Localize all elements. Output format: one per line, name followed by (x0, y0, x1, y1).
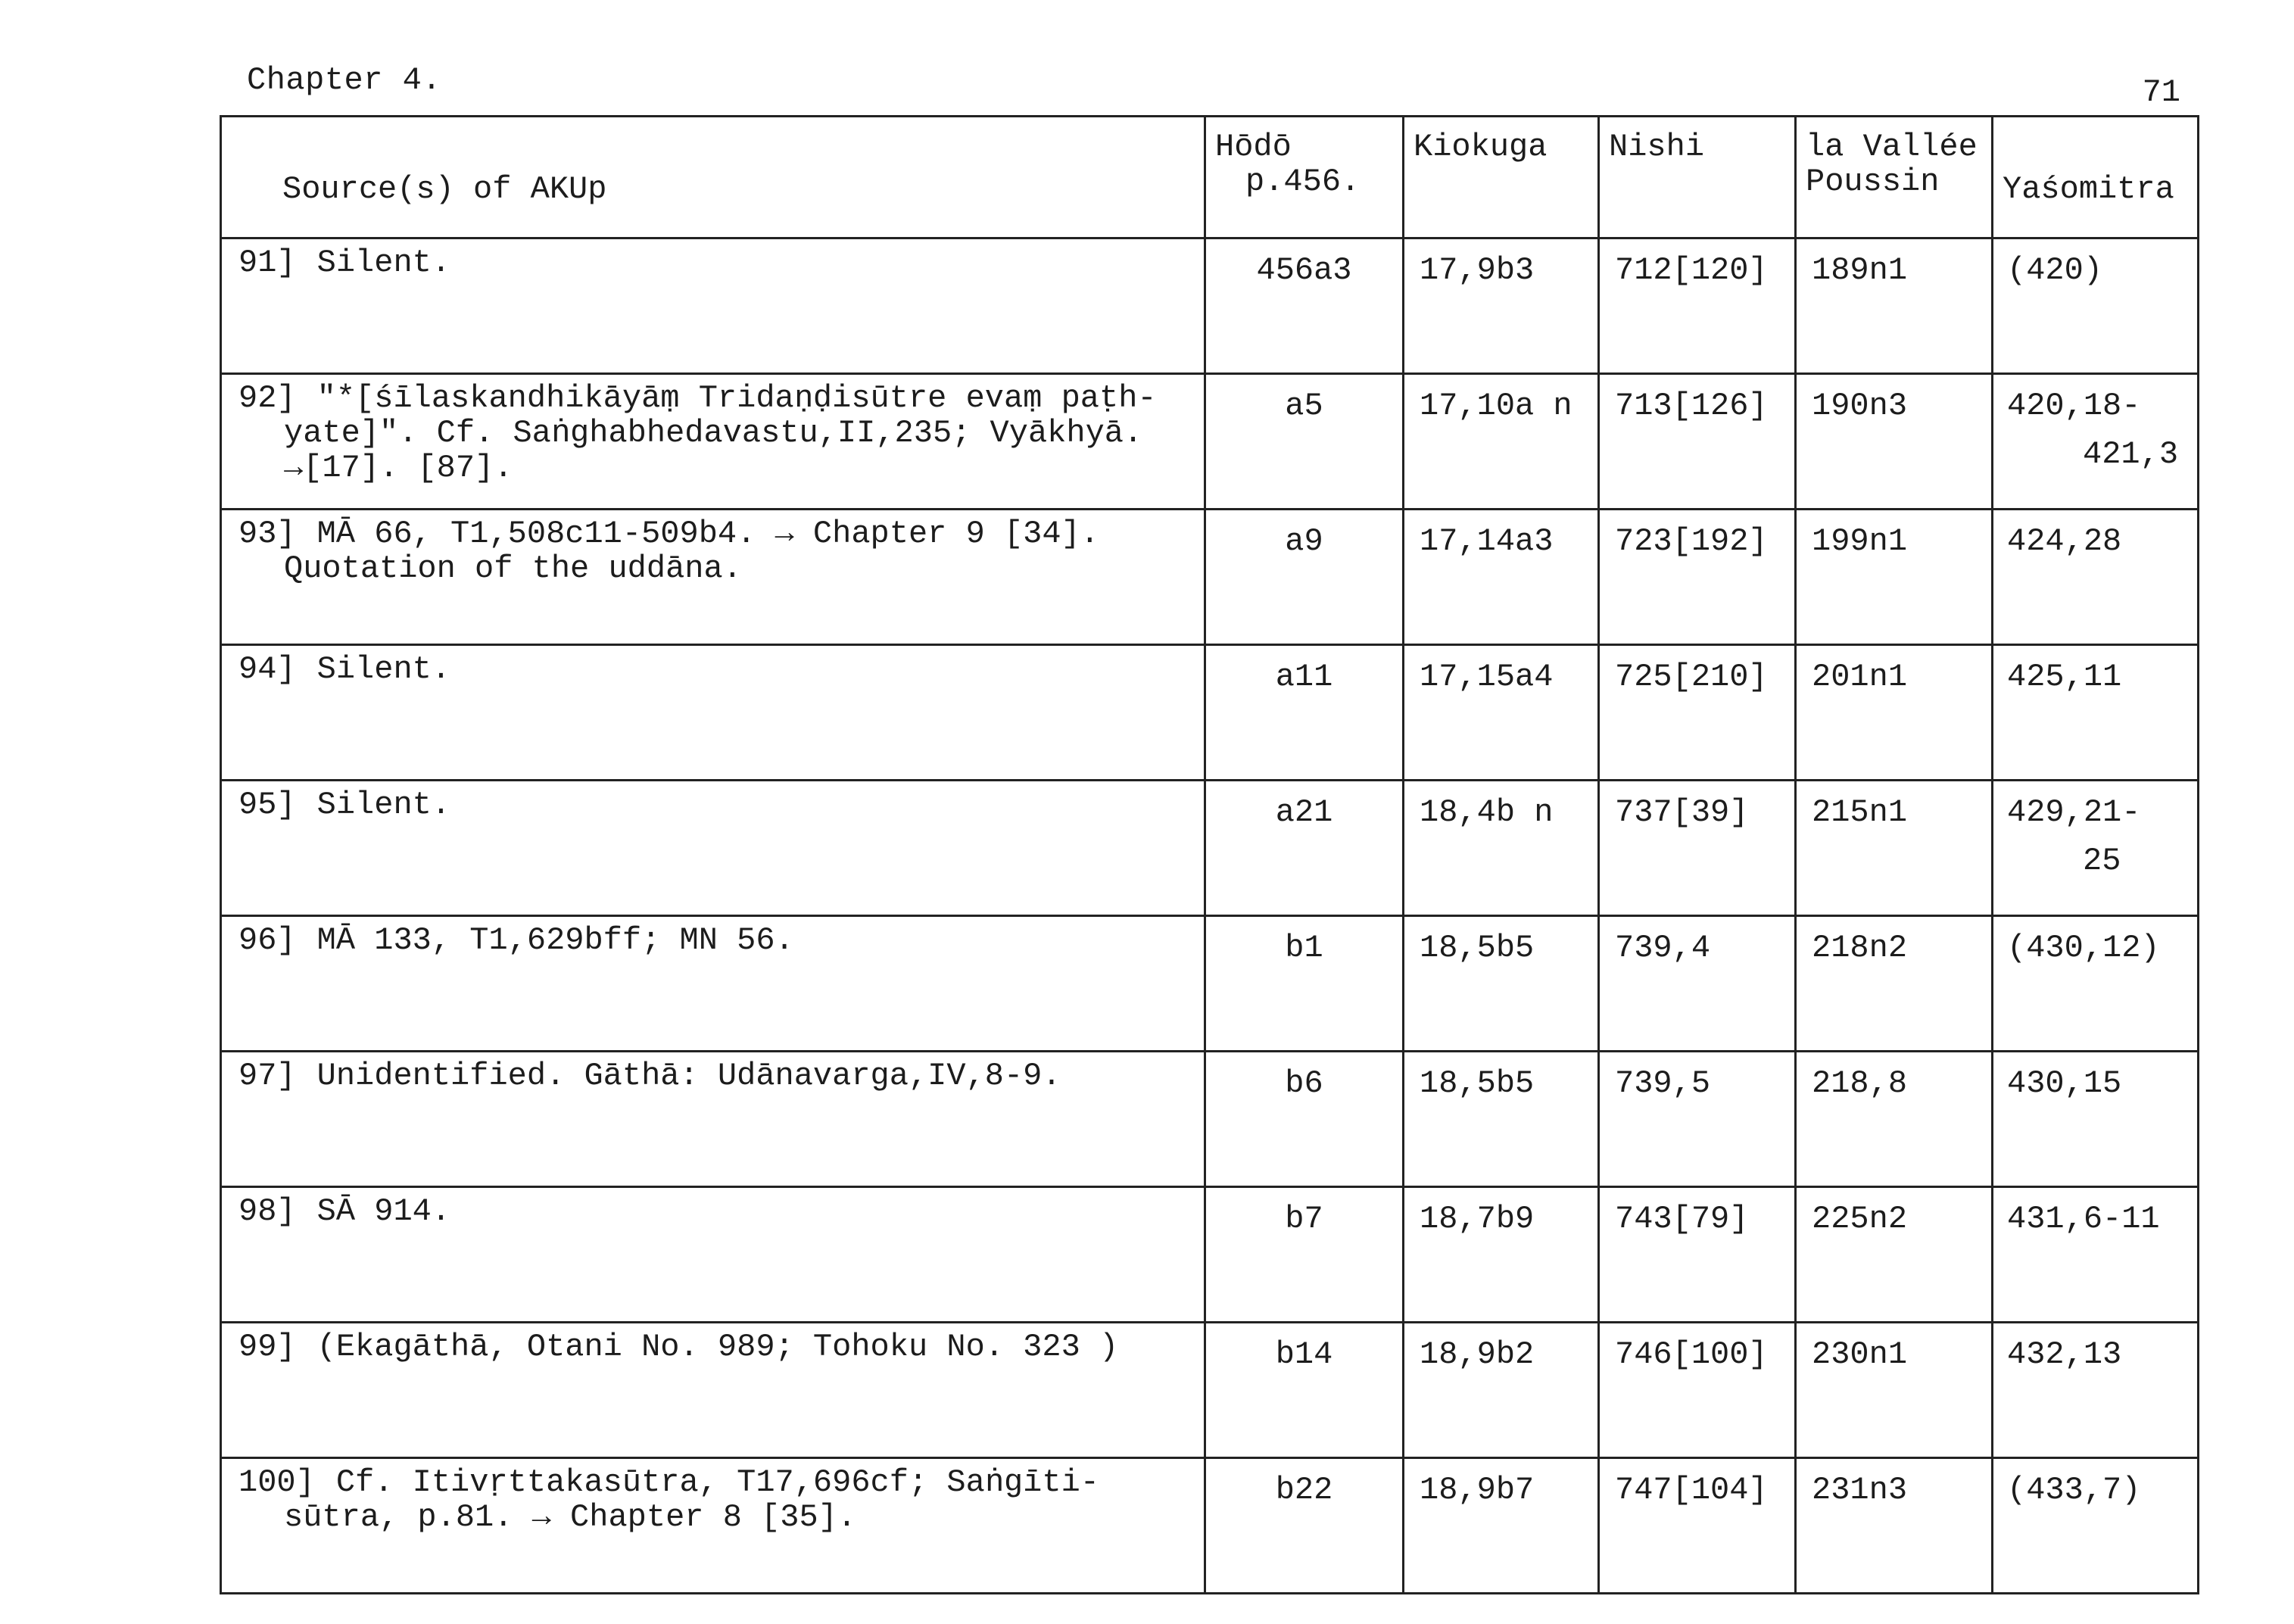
source-text-line2: sūtra, p.81. → Chapter 8 [35]. (284, 1499, 857, 1535)
entry-number: 94] (238, 651, 296, 687)
yasomitra-line1: (420) (2007, 252, 2103, 288)
yasomitra-cell (1993, 1458, 2199, 1594)
column-header-yasomitra: Yaśomitra (1993, 117, 2199, 238)
nishi-cell: 713[126] (1599, 374, 1796, 510)
yasomitra-cell (1993, 1187, 2199, 1323)
yasomitra-line1: 425,11 (2007, 659, 2122, 695)
source-cell (221, 374, 1205, 510)
kiokuga-cell: 18,9b7 (1404, 1458, 1599, 1594)
source-text-line3: →[17]. [87]. (284, 450, 513, 486)
source-text-line1: MĀ 133, T1,629bff; MN 56. (316, 922, 794, 959)
source-text-line1: "*[śīlaskandhikāyāṃ Tridaṇḍisūtre evaṃ paṭh- (316, 380, 1157, 416)
source-text-line1: Silent. (316, 245, 451, 281)
column-header-hodo-title: Hōdō (1215, 129, 1292, 165)
yasomitra-line1: 420,18- (2007, 388, 2141, 424)
yasomitra-cell (1993, 781, 2199, 916)
yasomitra-cell (1993, 916, 2199, 1052)
la-vallee-poussin-cell: 230n1 (1796, 1323, 1993, 1458)
hodo-cell: a5 (1205, 374, 1404, 510)
la-vallee-poussin-cell: 218,8 (1796, 1052, 1993, 1187)
la-vallee-poussin-cell: 189n1 (1796, 238, 1993, 374)
yasomitra-line2 (2007, 965, 2188, 979)
entry-number: 91] (238, 245, 296, 281)
hodo-cell: b7 (1205, 1187, 1404, 1323)
yasomitra-cell (1993, 645, 2199, 781)
kiokuga-cell: 18,7b9 (1404, 1187, 1599, 1323)
chapter-heading: Chapter 4. (247, 62, 442, 98)
kiokuga-cell: 17,15a4 (1404, 645, 1599, 781)
yasomitra-line2 (2007, 288, 2188, 301)
nishi-cell: 739,5 (1599, 1052, 1796, 1187)
source-cell (221, 781, 1205, 916)
source-cell (221, 238, 1205, 374)
yasomitra-line1: (433,7) (2007, 1472, 2141, 1508)
hodo-cell: b14 (1205, 1323, 1404, 1458)
hodo-cell: b1 (1205, 916, 1404, 1052)
column-header-lavallee-line2: Poussin (1806, 164, 1940, 200)
source-cell (221, 510, 1205, 645)
entry-number: 98] (238, 1193, 296, 1230)
yasomitra-cell (1993, 1052, 2199, 1187)
entry-number: 95] (238, 787, 296, 823)
yasomitra-line2 (2007, 1372, 2188, 1386)
source-text-line2: Quotation of the uddāna. (284, 550, 742, 587)
table-row (221, 1052, 2199, 1187)
yasomitra-line2 (2007, 1236, 2188, 1250)
nishi-cell: 725[210] (1599, 645, 1796, 781)
source-cell (221, 1052, 1205, 1187)
column-header-la-vallee-poussin (1796, 117, 1993, 238)
table-row (221, 916, 2199, 1052)
table-row (221, 781, 2199, 916)
column-header-kiokuga: Kiokuga (1404, 117, 1599, 238)
source-cell (221, 645, 1205, 781)
table-row (221, 374, 2199, 510)
yasomitra-line1: 430,15 (2007, 1065, 2122, 1102)
yasomitra-cell (1993, 510, 2199, 645)
yasomitra-line1: 431,6-11 (2007, 1201, 2160, 1237)
table-row (221, 1323, 2199, 1458)
nishi-cell: 739,4 (1599, 916, 1796, 1052)
yasomitra-line2 (2007, 694, 2188, 708)
yasomitra-cell (1993, 238, 2199, 374)
column-header-hodo (1205, 117, 1404, 238)
source-text-line1: Unidentified. Gāthā: Udānavarga,IV,8-9. (316, 1058, 1061, 1094)
nishi-cell: 737[39] (1599, 781, 1796, 916)
yasomitra-line1: 424,28 (2007, 523, 2122, 560)
nishi-cell: 743[79] (1599, 1187, 1796, 1323)
la-vallee-poussin-cell: 215n1 (1796, 781, 1993, 916)
source-text-line1: MĀ 66, T1,508c11-509b4. → Chapter 9 [34]. (316, 516, 1099, 552)
column-header-nishi: Nishi (1599, 117, 1796, 238)
yasomitra-line1: (430,12) (2007, 930, 2160, 966)
kiokuga-cell: 18,9b2 (1404, 1323, 1599, 1458)
source-cell (221, 1458, 1205, 1594)
yasomitra-cell (1993, 1323, 2199, 1458)
yasomitra-line2 (2007, 559, 2188, 572)
source-text-line1: Silent. (316, 787, 451, 823)
nishi-cell: 747[104] (1599, 1458, 1796, 1594)
column-header-lavallee-line1: la Vallée (1806, 129, 1978, 165)
source-cell (221, 1187, 1205, 1323)
la-vallee-poussin-cell: 199n1 (1796, 510, 1993, 645)
entry-number: 99] (238, 1329, 296, 1365)
entry-number: 97] (238, 1058, 296, 1094)
la-vallee-poussin-cell: 218n2 (1796, 916, 1993, 1052)
la-vallee-poussin-cell: 190n3 (1796, 374, 1993, 510)
table-row (221, 238, 2199, 374)
hodo-cell: a21 (1205, 781, 1404, 916)
kiokuga-cell: 18,5b5 (1404, 1052, 1599, 1187)
yasomitra-line2 (2007, 1507, 2188, 1521)
source-text-line1: SĀ 914. (316, 1193, 451, 1230)
hodo-cell: b22 (1205, 1458, 1404, 1594)
la-vallee-poussin-cell: 231n3 (1796, 1458, 1993, 1594)
nishi-cell: 746[100] (1599, 1323, 1796, 1458)
source-text-line1: Cf. Itivṛttakasūtra, T17,696cf; Saṅgīti- (335, 1464, 1099, 1501)
entry-number: 92] (238, 380, 296, 416)
table-body (221, 238, 2199, 1594)
yasomitra-cell (1993, 374, 2199, 510)
source-text-line1: (Ekagāthā, Otani No. 989; Tohoku No. 323 ) (316, 1329, 1119, 1365)
source-text-line2: yate]". Cf. Saṅghabhedavastu,II,235; Vyākhyā. (284, 415, 1143, 451)
hodo-cell: b6 (1205, 1052, 1404, 1187)
hodo-cell: a11 (1205, 645, 1404, 781)
source-text-line1: Silent. (316, 651, 451, 687)
concordance-table (220, 115, 2199, 1594)
table-row (221, 1458, 2199, 1594)
entry-number: 93] (238, 516, 296, 552)
nishi-cell: 712[120] (1599, 238, 1796, 374)
yasomitra-line2: 421,3 (2083, 436, 2179, 472)
concordance-table-container (220, 115, 2197, 1594)
source-cell (221, 1323, 1205, 1458)
nishi-cell: 723[192] (1599, 510, 1796, 645)
entry-number: 100] (238, 1464, 315, 1501)
kiokuga-cell: 17,10a n (1404, 374, 1599, 510)
kiokuga-cell: 18,5b5 (1404, 916, 1599, 1052)
entry-number: 96] (238, 922, 296, 959)
yasomitra-line2 (2007, 1101, 2188, 1114)
la-vallee-poussin-cell: 225n2 (1796, 1187, 1993, 1323)
page-number: 71 (2142, 74, 2180, 111)
table-row (221, 645, 2199, 781)
hodo-cell: a9 (1205, 510, 1404, 645)
yasomitra-line1: 429,21- (2007, 794, 2141, 831)
table-row (221, 510, 2199, 645)
column-header-hodo-page: p.456. (1245, 164, 1361, 200)
header-row (221, 117, 2199, 238)
hodo-cell: 456a3 (1205, 238, 1404, 374)
kiokuga-cell: 17,9b3 (1404, 238, 1599, 374)
table-row (221, 1187, 2199, 1323)
yasomitra-line2: 25 (2083, 843, 2121, 879)
kiokuga-cell: 18,4b n (1404, 781, 1599, 916)
kiokuga-cell: 17,14a3 (1404, 510, 1599, 645)
source-cell (221, 916, 1205, 1052)
column-header-source: Source(s) of AKUp (221, 117, 1205, 238)
yasomitra-line1: 432,13 (2007, 1336, 2122, 1373)
la-vallee-poussin-cell: 201n1 (1796, 645, 1993, 781)
